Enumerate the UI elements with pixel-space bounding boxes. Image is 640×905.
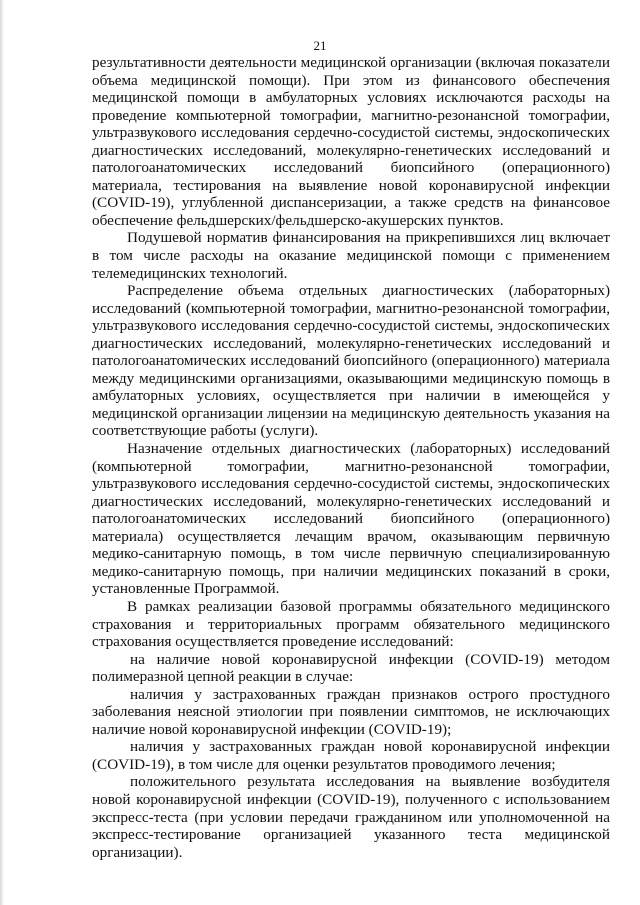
paragraph-2: Подушевой норматив финансирования на прикрепившихся лиц включает в том числе расходы на оказание медицинской помощи с применением телемедицинских технологий. (92, 229, 610, 282)
scan-edge (0, 0, 4, 905)
paragraph-4: Назначение отдельных диагностических (лабораторных) исследований (компьютерной томографии, магнитно-резонансной томографии, ультразвукового исследования сердечно-сосудистой системы, эндоскопических диагностических исследований, молекулярно-генетических исследований и патологоанатомических исследований биопсийного (операционного) материала) осуществляется лечащим врачом, оказывающим первичную медико-санитарную помощь, в том числе первичную специализированную медико-санитарную помощь, при наличии медицинских показаний в сроки, установленные Программой. (92, 440, 610, 598)
paragraph-6: на наличие новой коронавирусной инфекции (COVID-19) методом полимеразной цепной реакции в случае: (92, 650, 610, 686)
paragraph-8: наличия у застрахованных граждан новой коронавирусной инфекции (COVID-19), в том числе для оценки результатов проводимого лечения; (92, 738, 610, 773)
paragraph-3: Распределение объема отдельных диагностических (лабораторных) исследований (компьютерной томографии, магнитно-резонансной томографии, ультразвукового исследования сердечно-сосудистой системы, эндоскопических диагностических исследований, молекулярно-генетических исследований и патологоанатомических исследований биопсийного (операционного) материала между медицинскими организациями, оказывающими медицинскую помощь в амбулаторных условиях, осуществляется при наличии в имеющейся у медицинской организации лицензии на медицинскую деятельность указания на соответствующие работы (услуги). (92, 282, 610, 440)
document-body (92, 54, 610, 861)
paragraph-7: наличия у застрахованных граждан признаков острого простудного заболевания неясной этиологии при появлении симптомов, не исключающих наличие новой коронавирусной инфекции (COVID-19); (92, 685, 610, 738)
paragraph-1: результативности деятельности медицинской организации (включая показатели объема медицинской помощи). При этом из финансового обеспечения медицинской помощи в амбулаторных условиях исключаются расходы на проведение компьютерной томографии, магнитно-резонансной томографии, ультразвукового исследования сердечно-сосудистой системы, эндоскопических диагностических исследований, молекулярно-генетических исследований и патологоанатомических исследований биопсийного (операционного) материала, тестирования на выявление новой коронавирусной инфекции (COVID-19), углубленной диспансеризации, а также средств на финансовое обеспечение фельдшерских/фельдшерско-акушерских пунктов. (92, 54, 610, 229)
paragraph-5: В рамках реализации базовой программы обязательного медицинского страхования и территориальных программ обязательного медицинского страхования осуществляется проведение исследований: (92, 597, 610, 651)
paragraph-9: положительного результата исследования на выявление возбудителя новой коронавирусной инфекции (COVID-19), полученного с использованием экспресс-теста (при условии передачи гражданином или уполномоченной на экспресс-тестирование организацией указанного теста медицинской организации). (92, 773, 610, 861)
page-number: 21 (313, 38, 327, 53)
